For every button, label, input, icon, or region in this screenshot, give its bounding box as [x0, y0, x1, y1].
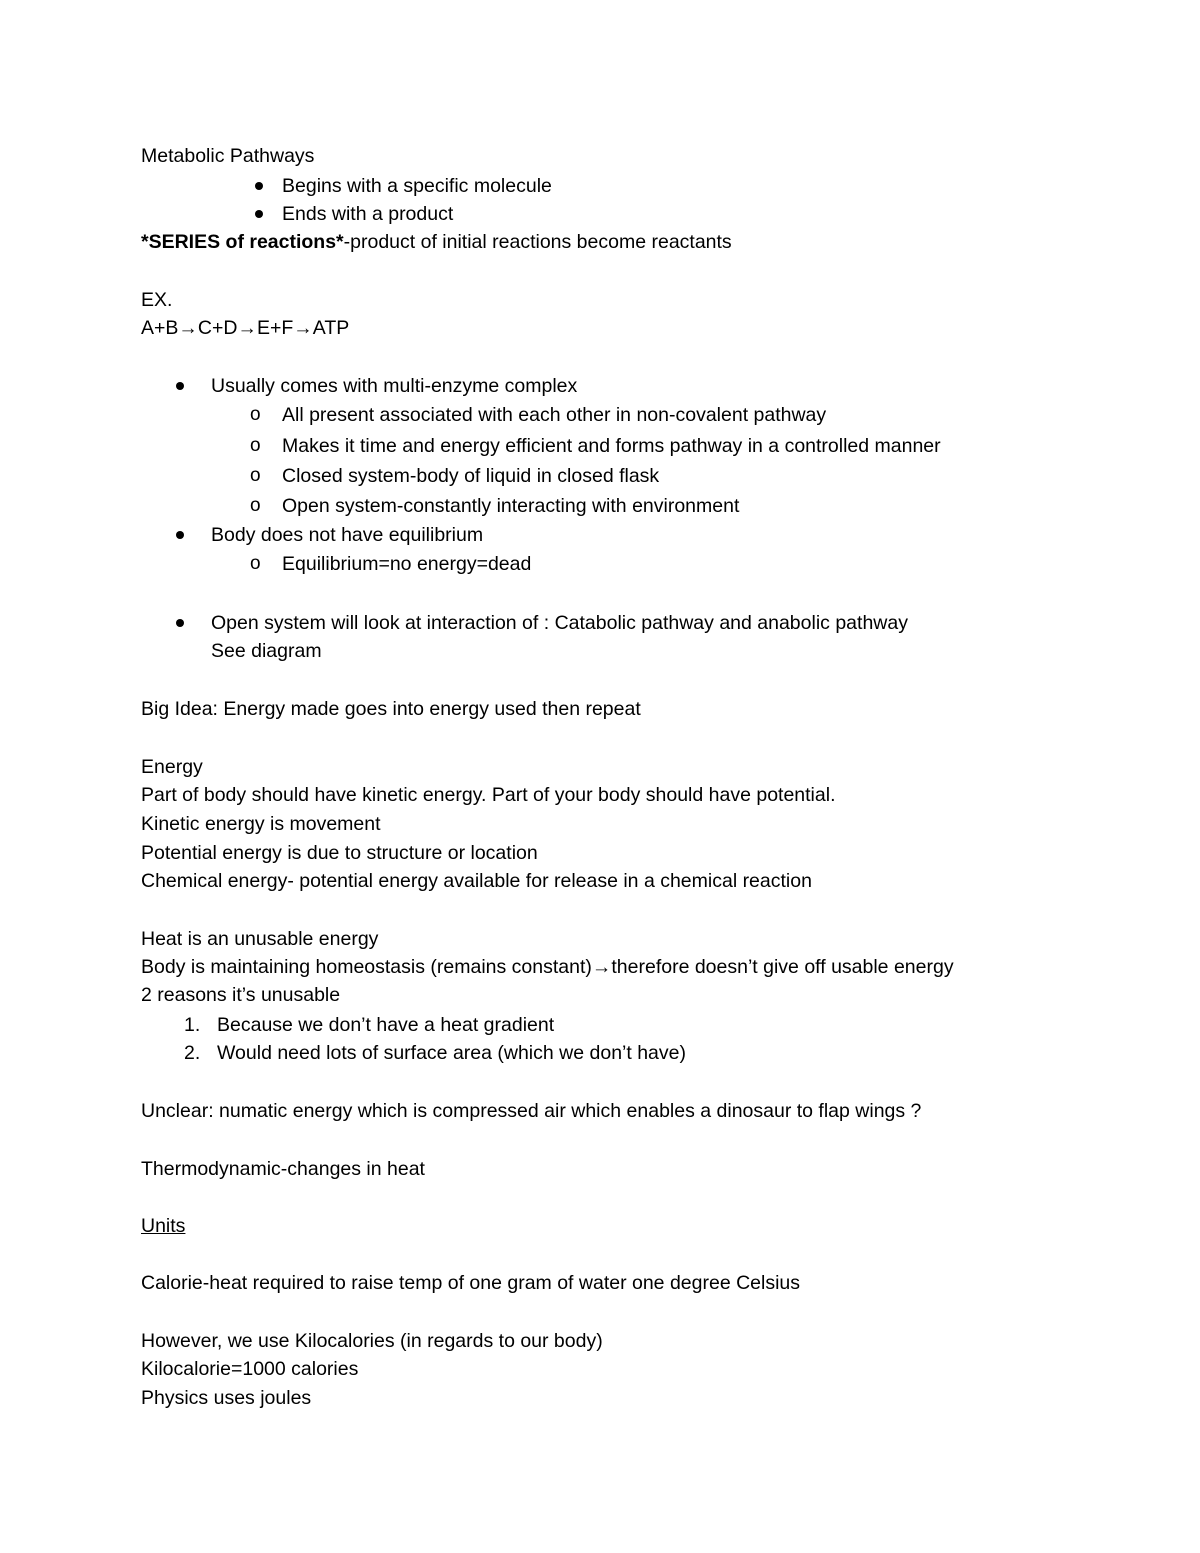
circle-bullet-icon: o [250, 465, 261, 486]
sub-list-item: Equilibrium=no energy=dead [282, 553, 532, 575]
numbered-item: Would need lots of surface area (which we don’t have) [217, 1042, 686, 1064]
circle-bullet-icon: o [250, 404, 261, 425]
sub-list-item: Makes it time and energy efficient and forms pathway in a controlled manner [282, 435, 941, 457]
text-line: Kinetic energy is movement [141, 813, 381, 835]
page-title: Metabolic Pathways [141, 145, 315, 167]
sub-list-item: Open system-constantly interacting with environment [282, 495, 740, 517]
section-heading: Energy [141, 756, 203, 778]
text-line: Part of body should have kinetic energy. Part of your body should have potential. [141, 784, 836, 806]
text-line: 2 reasons it’s unusable [141, 984, 341, 1006]
list-item: Usually comes with multi-enzyme complex [211, 375, 578, 397]
circle-bullet-icon: o [250, 495, 261, 516]
example-label: EX. [141, 289, 173, 311]
numbered-item: Because we don’t have a heat gradient [217, 1014, 555, 1036]
list-number: 2. [184, 1042, 201, 1064]
units-heading: Units [141, 1215, 186, 1237]
bullet-dot [255, 210, 263, 218]
list-item: Ends with a product [282, 203, 454, 225]
big-idea: Big Idea: Energy made goes into energy used then repeat [141, 698, 641, 720]
series-line [141, 230, 732, 254]
text-line: Chemical energy- potential energy available for release in a chemical reaction [141, 870, 812, 892]
equation: A+B→C+D→E+F→ATP [141, 317, 350, 339]
sub-list-item: All present associated with each other in non-covalent pathway [282, 404, 827, 426]
text-line: Potential energy is due to structure or location [141, 842, 538, 864]
list-item: Body does not have equilibrium [211, 524, 484, 546]
text-line: Physics uses joules [141, 1387, 312, 1409]
bullet-dot [255, 182, 263, 190]
circle-bullet-icon: o [250, 435, 261, 456]
bullet-dot [176, 382, 184, 390]
text-line: Kilocalorie=1000 calories [141, 1358, 359, 1380]
series-bold: *SERIES of reactions* [141, 231, 344, 253]
list-item-continuation: See diagram [211, 640, 322, 662]
text-line: Body is maintaining homeostasis (remains constant)→therefore doesn’t give off usable energy [141, 956, 954, 978]
bullet-dot [176, 531, 184, 539]
list-item: Begins with a specific molecule [282, 175, 552, 197]
text-line: Thermodynamic-changes in heat [141, 1158, 425, 1180]
text-line: Calorie-heat required to raise temp of one gram of water one degree Celsius [141, 1272, 801, 1294]
text-line: Heat is an unusable energy [141, 928, 379, 950]
text-line: Unclear: numatic energy which is compressed air which enables a dinosaur to flap wings ? [141, 1100, 922, 1122]
text-line: However, we use Kilocalories (in regards to our body) [141, 1330, 603, 1352]
bullet-dot [176, 619, 184, 627]
list-number: 1. [184, 1014, 201, 1036]
list-item: Open system will look at interaction of : Catabolic pathway and anabolic pathway [211, 612, 908, 634]
section-heading [141, 1214, 185, 1238]
sub-list-item: Closed system-body of liquid in closed flask [282, 465, 660, 487]
series-rest: -product of initial reactions become reactants [343, 231, 732, 253]
circle-bullet-icon: o [250, 553, 261, 574]
